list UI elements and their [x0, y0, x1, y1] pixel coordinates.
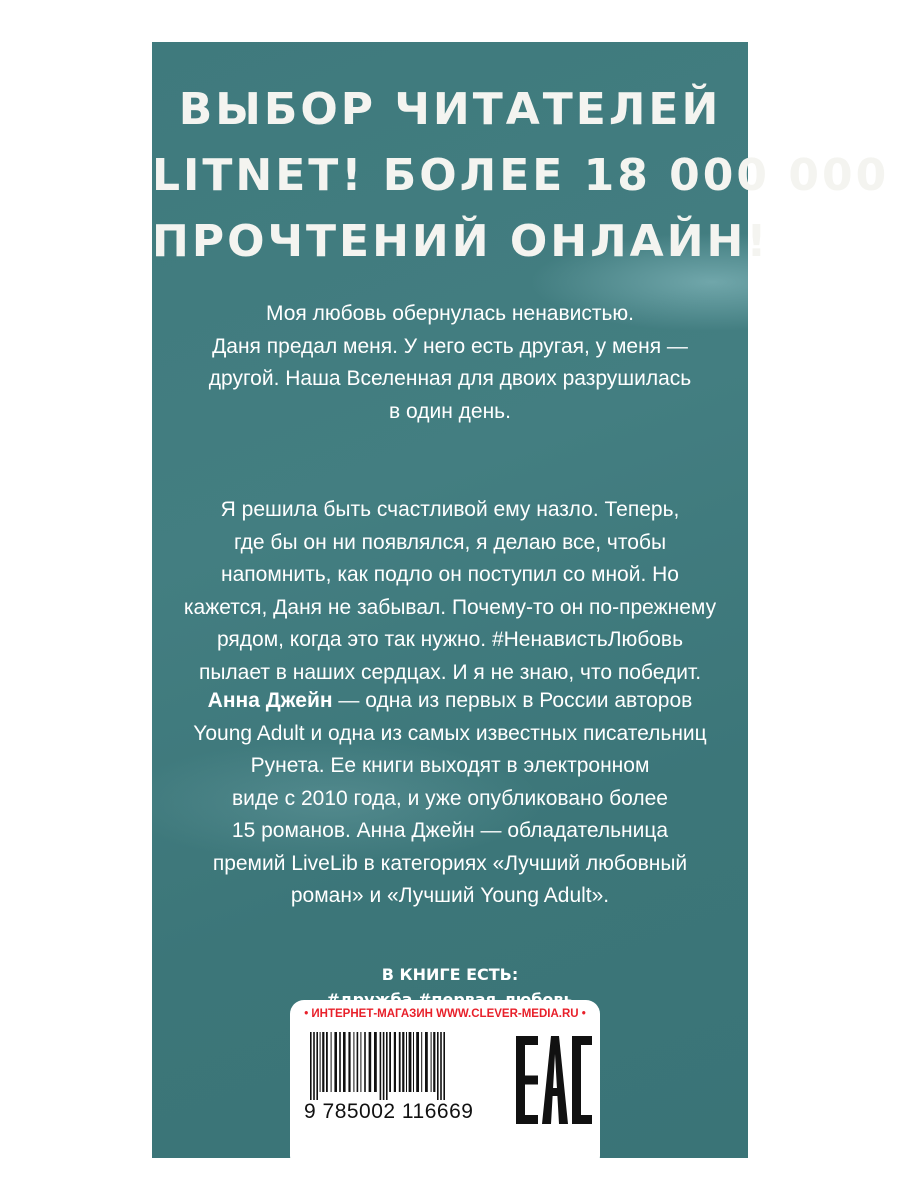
- barcode-icon: [308, 1032, 508, 1100]
- barcode-bar: [310, 1032, 312, 1100]
- barcode-bar: [374, 1032, 377, 1092]
- text-line: виде с 2010 года, и уже опубликовано более: [232, 786, 668, 810]
- barcode-bar: [343, 1032, 346, 1092]
- text-line: Рунета. Ее книги выходят в электронном: [250, 754, 650, 777]
- barcode-bar: [386, 1032, 388, 1100]
- isbn-number: 9 785002 116669: [304, 1100, 474, 1123]
- headline-line: ПРОЧТЕНИЙ ОНЛАЙН!: [152, 216, 770, 267]
- barcode-bar: [331, 1032, 332, 1092]
- barcode-bar: [416, 1032, 419, 1092]
- headline: [152, 77, 890, 275]
- barcode-bar: [402, 1032, 404, 1092]
- barcode-bar: [433, 1032, 435, 1092]
- headline-line: ВЫБОР ЧИТАТЕЛЕЙ: [178, 84, 722, 135]
- text-line: где бы он ни появлялся, я делаю все, чтобы: [233, 530, 667, 554]
- text-line: рядом, когда это так нужно. #НенавистьЛюбовь: [216, 628, 684, 651]
- barcode-bar: [369, 1032, 372, 1092]
- barcode-bar: [421, 1032, 422, 1092]
- barcode-bar: [440, 1032, 442, 1100]
- text-line: кажется, Даня не забывал. Почему-то он по-прежнему: [183, 595, 717, 619]
- text-line: премий LiveLib в категориях «Лучший любовный: [212, 851, 688, 875]
- barcode-bar: [389, 1032, 391, 1092]
- barcode-bar: [431, 1032, 432, 1092]
- barcode-bar: [394, 1032, 396, 1092]
- shop-url: • ИНТЕРНЕТ-МАГАЗИН WWW.CLEVER-MEDIA.RU •: [304, 1008, 586, 1020]
- headline-line: LITNET! БОЛЕЕ 18 000 000: [152, 150, 890, 201]
- barcode-bar: [339, 1032, 341, 1092]
- barcode-bar: [360, 1032, 361, 1092]
- text-line: Я решила быть счастливой ему назло. Теперь,: [220, 498, 680, 521]
- barcode-bar: [313, 1032, 315, 1100]
- author-bio: [172, 685, 728, 913]
- barcode-bar: [443, 1032, 445, 1100]
- barcode-bar: [406, 1032, 407, 1092]
- text-line: в один день.: [389, 399, 511, 423]
- text-line: Young Adult и одна из самых известных писательниц: [193, 721, 707, 745]
- barcode-bar: [320, 1032, 321, 1092]
- barcode-bar: [334, 1032, 337, 1092]
- text-line: напомнить, как подло он поступил со мной. Но: [221, 563, 679, 586]
- author-bio-first-line: — одна из первых в России авторов: [332, 689, 693, 712]
- barcode-bar: [348, 1032, 350, 1092]
- text-line: Моя любовь обернулась ненавистью.: [265, 302, 634, 325]
- eac-mark-icon: [516, 1036, 592, 1124]
- text-line: роман» и «Лучший Young Adult».: [290, 884, 610, 907]
- barcode-bar: [383, 1032, 385, 1100]
- barcode-sticker: [290, 1000, 600, 1170]
- barcode-bar: [425, 1032, 428, 1092]
- synopsis-paragraph-2: [172, 494, 728, 689]
- barcode-bar: [322, 1032, 324, 1092]
- barcode-bar: [409, 1032, 412, 1092]
- text-line: другой. Наша Вселенная для двоих разрушилась: [208, 367, 692, 390]
- book-back-cover: [152, 42, 890, 1158]
- text-line: пылает в наших сердцах. И я не знаю, что победит.: [198, 660, 702, 684]
- barcode-bar: [399, 1032, 401, 1092]
- barcode-bar: [437, 1032, 439, 1100]
- barcode-bar: [357, 1032, 359, 1092]
- synopsis-paragraph-1: [172, 298, 728, 428]
- author-name: Анна Джейн: [207, 689, 333, 712]
- tags-heading: В КНИГЕ ЕСТЬ:: [381, 965, 519, 984]
- barcode-bar: [326, 1032, 328, 1092]
- barcode-bar: [316, 1032, 318, 1100]
- text-line: Даня предал меня. У него есть другая, у меня —: [212, 334, 688, 358]
- text-line: [172, 685, 728, 718]
- barcode-bar: [353, 1032, 354, 1092]
- barcode-bar: [380, 1032, 382, 1100]
- text-line: 15 романов. Анна Джейн — обладательница: [231, 819, 669, 842]
- barcode-bar: [364, 1032, 366, 1092]
- barcode-bar: [413, 1032, 414, 1092]
